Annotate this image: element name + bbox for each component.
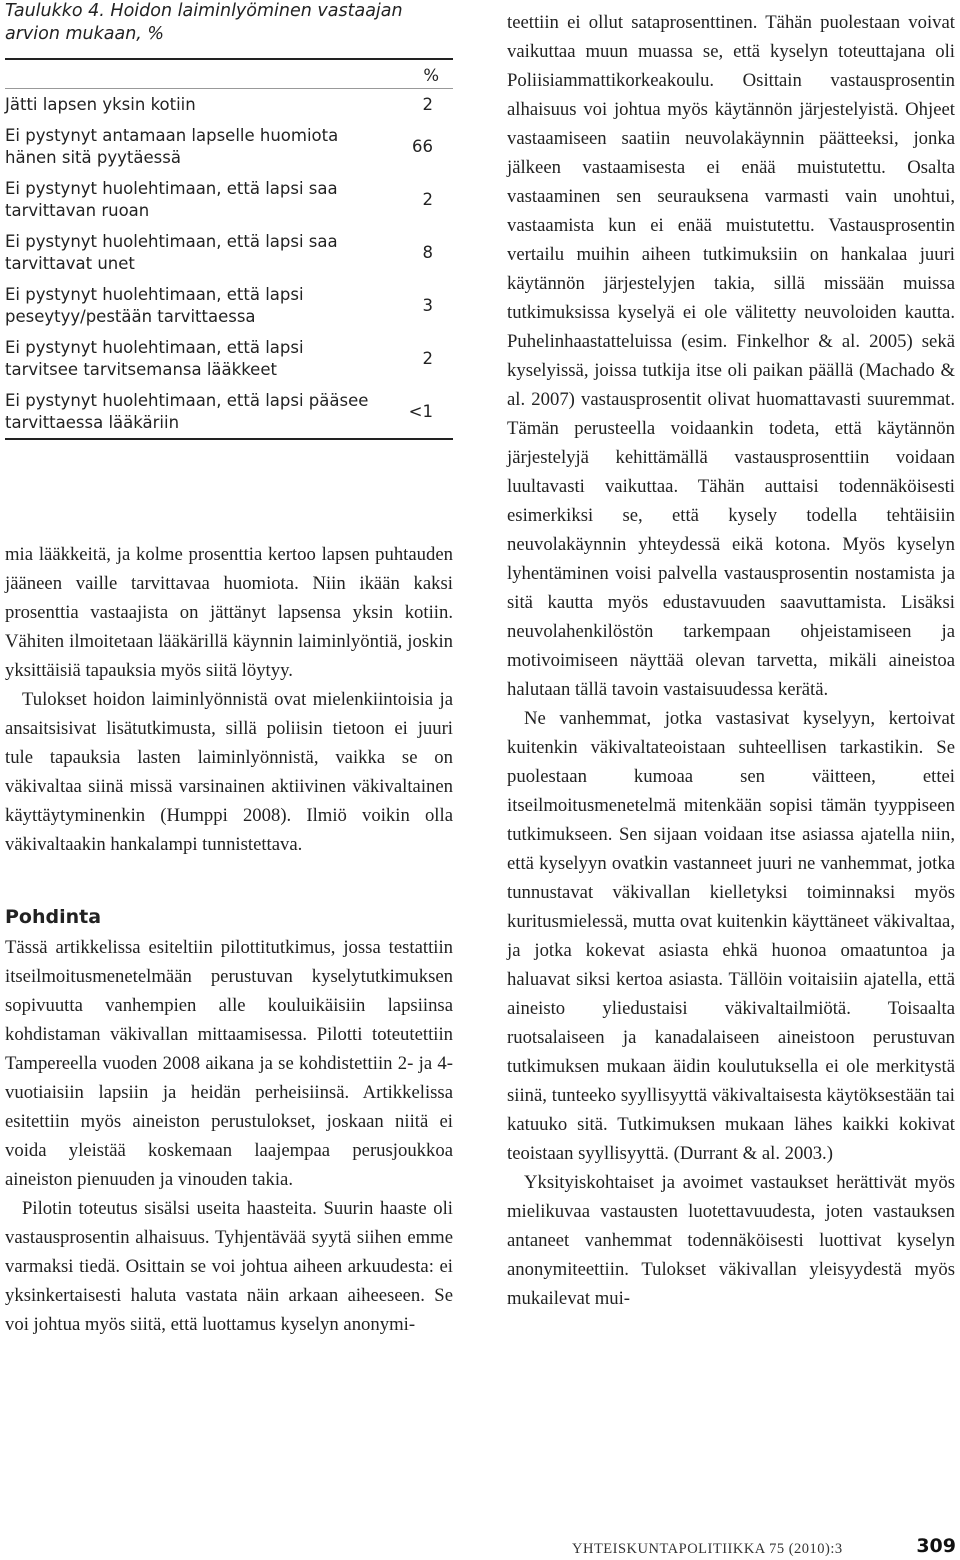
row-value: 2 — [422, 190, 433, 209]
table-spacer — [5, 440, 453, 540]
table-row — [5, 226, 453, 279]
page-footer — [572, 1531, 956, 1559]
page-number: 309 — [916, 1535, 956, 1557]
right-paragraph-3: Yksityiskohtaiset ja avoimet vastaukset herättivät myös mielikuvaa vastausten luotettavuudesta, joten vastauksen antaneet vanhemmat todennäköisesti luottivat kyselyn anonymiteettiin. Tulokset väkivallan yleisyydestä myös mukailevat mui- — [507, 1172, 955, 1309]
left-column — [5, 0, 453, 1339]
row-value: <1 — [373, 385, 453, 439]
row-label: Ei pystynyt huolehtimaan, että lapsi saa tarvittavan ruoan — [5, 179, 338, 220]
row-value: 8 — [422, 243, 433, 262]
row-label: Ei pystynyt antamaan lapselle huomiota hänen sitä pyytäessä — [5, 126, 339, 167]
row-label: Ei pystynyt huolehtimaan, että lapsi saa tarvittavat unet — [5, 232, 338, 273]
left-paragraph-3: Tässä artikkelissa esiteltiin pilottitutkimus, jossa testattiin itseilmoitusmenetelmään perustuvan kyselytutkimuksen sopivuutta vanhempien alle kouluikäisiin lapsiinsa kohdistaman väkivallan mittaamisessa. Pilotti toteutettiin Tampereella vuoden 2008 aikana ja se kohdistettiin 2- ja 4-vuotiaisiin lapsiin ja heidän perheisiinsä. Artikkelissa esitettiin myös aineiston perustulokset, joskaan niitä ei voida yleistää koskemaan laajempaa perusjoukkoa aineiston pienuuden ja vinouden takia. — [5, 937, 453, 1190]
section-spacer — [5, 859, 453, 905]
left-paragraph-1: mia lääkkeitä, ja kolme prosenttia kertoo lapsen puhtauden jääneen vaille tarvittavaa huomiota. Niin ikään kaksi prosenttia vastaajista on jättänyt lapsensa yksin kotiin. Vähiten ilmoitetaan lääkärillä käynnin laiminlyöntiä, joskin yksittäisiä tapauksia myös siitä löytyy. — [5, 544, 453, 681]
row-label: Ei pystynyt huolehtimaan, että lapsi peseytyy/pestään tarvittaessa — [5, 285, 304, 326]
table-row — [5, 89, 453, 121]
left-paragraph-4: Pilotin toteutus sisälsi useita haasteita. Suurin haaste oli vastausprosentin alhaisuus. Tyhjentävää syytä siihen emme varmaksi tiedä. Osittain se voi johtua aiheen arkuudesta: ei yksinkertaisesti haluta vastata näin arkaan aiheeseen. Se voi johtua myös siitä, että luottamus kyselyn anonymi- — [5, 1198, 453, 1335]
right-paragraph-1: teettiin ei ollut sataprosenttinen. Tähän puolestaan voivat vaikuttaa muun muassa se, että kyselyn toteuttajana oli Poliisiammattikorkeakoulu. Osittain vastausprosentin alhaisuus voi johtua myös käytännön järjestelyistä. Ohjeet vastaamiseen saatiin neuvolakäynnin päätteeksi, jonka jälkeen vastaamisesta ei enää muistutettu. Osalta vastaaminen sen seurauksena varmasti vain unohtui, vastaamista kun ei enää muistutettu. Vastausprosentin vertailu muihin aiheen tutkimuksiin on hankalaa juuri käytännön järjestelyjen takia, sillä missään muissa tutkimuksissa kyselyä ei ole välitetty neuvoloiden kautta. Puhelinhaastatteluissa (esim. Finkelhor & al. 2005) sekä kyselyissä, joissa tutkija itse oli paikan päällä (Machado & al. 2007) vastausprosentit olivat huomattavasti suuremmat. Tämän perusteella voidaankin todeta, että käytännön järjestelyjä kehittämällä vastausprosenttiin voidaan luultavasti vaikuttaa. Tähän auttaisi todennäköisesti esimerkiksi se, että kysely todella tehtäisiin neuvolakäynnin yhteydessä eikä kotona. Myös kyselyn lyhentäminen voisi palvella vastausprosentin nostamista ja sitä kautta myös edustavuuden saavuttamista. Lisäksi neuvolahenkilöstön tarkempaan ohjeistamiseen ja motivoimiseen näyttää olevan tarvetta, mikäli aineistoa halutaan tällä tavoin vastaisuudessa kerätä. — [507, 12, 955, 700]
row-value: 66 — [412, 137, 433, 156]
row-value: 2 — [422, 349, 433, 368]
table-row — [5, 332, 453, 385]
right-column — [507, 8, 955, 1313]
row-label: Ei pystynyt huolehtimaan, että lapsi tarvitsee tarvitsemansa lääkkeet — [5, 338, 304, 379]
neglect-table — [5, 60, 453, 440]
row-value: 3 — [422, 296, 433, 315]
percent-column-header: % — [5, 60, 453, 89]
table-block — [5, 0, 453, 440]
right-paragraph-2: Ne vanhemmat, jotka vastasivat kyselyyn, kertoivat kuitenkin väkivaltateoistaan suhteellisen tarkastikin. Se puolestaan kumoaa sen väitteen, ettei itseilmoitusmenetelmä mitenkään sopisi tämän tyyppiseen tutkimukseen. Sen sijaan voidaan itse asiassa ajatella niin, että kyselyyn ovatkin vastanneet juuri ne vanhemmat, jotka tunnustavat väkivallan kielletyksi toiminnaksi myös kuritusmielessä, mutta ovat kuitenkin käyttäneet väkivaltaa, ja jotka kokevat asiasta ehkä huonoa omaatuntoa ja haluavat siksi kertoa asiasta. Tällöin voitaisiin ajatella, että aineisto yliedustaisi väkivaltailmiötä. Toisaalta ruotsalaiseen ja kanadalaiseen aineistoon perustuvan tutkimuksen mukaan äidin koulutuksella ei ole merkitystä siinä, tunteeko syyllisyyttä väkivaltaisesta käytöksestään tai katuuko sitä. Tutkimuksen mukaan lähes kaikki kokivat teoistaan syyllisyyttä. (Durrant & al. 2003.) — [507, 708, 955, 1164]
row-label: Jätti lapsen yksin kotiin — [5, 95, 196, 114]
table-row — [5, 385, 453, 439]
table-row — [5, 279, 453, 332]
journal-citation: YHTEISKUNTAPOLITIIKKA 75 (2010):3 — [572, 1541, 843, 1557]
table-row — [5, 173, 453, 226]
row-value: 2 — [422, 95, 433, 114]
table-row — [5, 120, 453, 173]
section-heading-pohdinta: Pohdinta — [5, 906, 102, 928]
table-caption: Taulukko 4. Hoidon laiminlyöminen vastaajan arvion mukaan, % — [5, 1, 403, 44]
table-header-row — [5, 60, 453, 89]
left-paragraph-2: Tulokset hoidon laiminlyönnistä ovat mielenkiintoisia ja ansaitsisivat lisätutkimusta, sillä poliisin tietoon ei juuri tule tapauksia lasten laiminlyönnistä, vaikka se on väkivaltaa siinä missä varsinainen aktiivinen väkivaltainen käyttäytyminenkin (Humppi 2008). Ilmiö voikin olla väkivaltaakin hankalampi tunnistettava. — [5, 689, 453, 855]
row-label: Ei pystynyt huolehtimaan, että lapsi pääsee tarvittaessa lääkäriin — [5, 385, 373, 439]
